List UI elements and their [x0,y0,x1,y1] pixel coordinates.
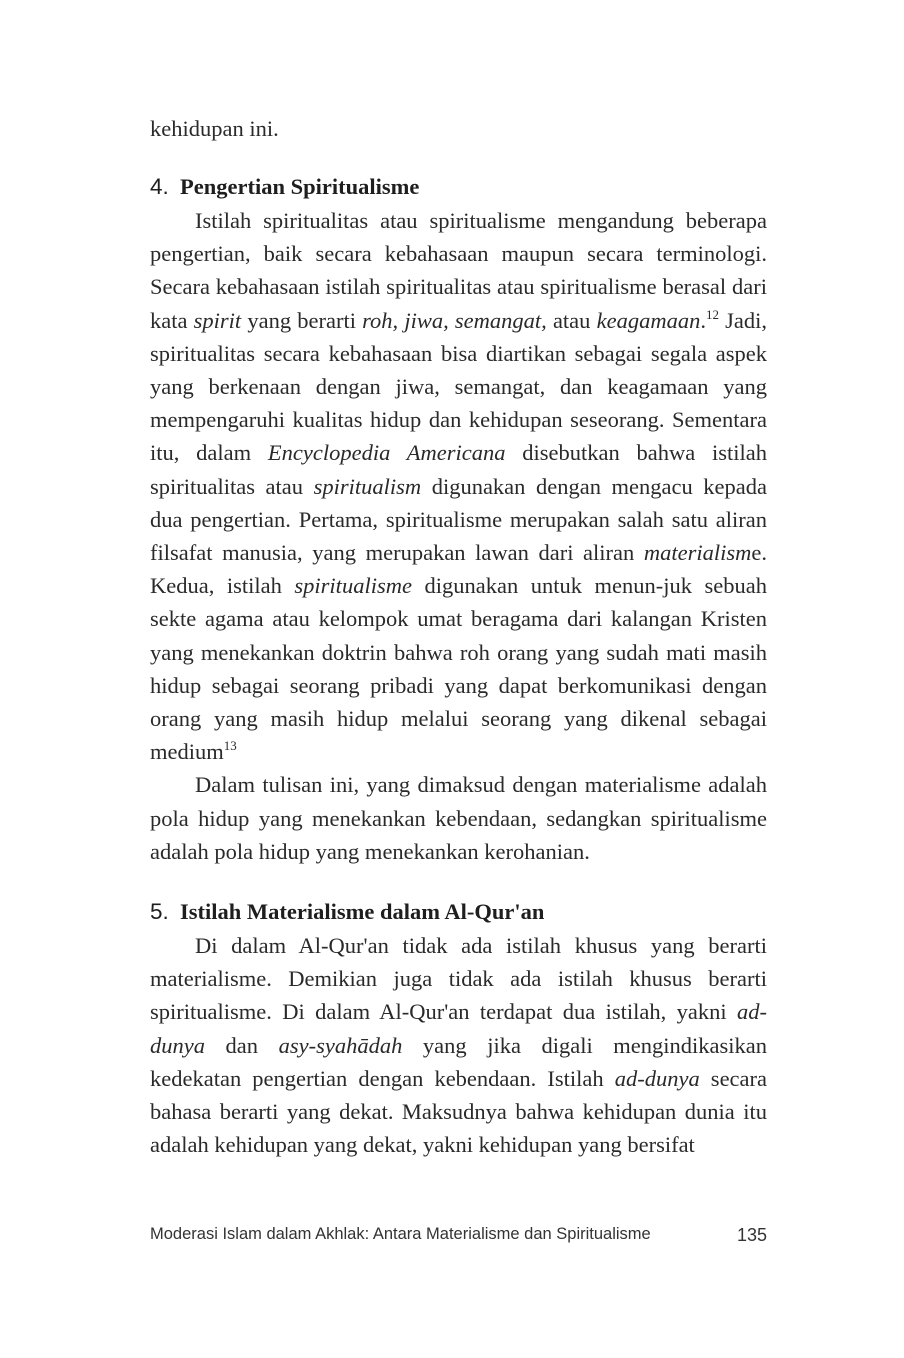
section-5-heading [150,895,767,928]
italic-term: ad-dunya [150,999,767,1058]
section-4-body [150,204,767,868]
section-5-title: Istilah Materialisme dalam Al-Qur'an [180,899,545,924]
text-run: yang berarti [241,307,363,333]
running-title: Moderasi Islam dalam Akhlak: Antara Materialisme dan Spiritualisme [150,1225,651,1243]
text-run: yang jika digali mengindikasikan kedekatan pengertian dengan kebendaan. Istilah [150,1032,767,1091]
footnote-ref-13: 13 [223,738,237,754]
section-4-paragraph-1 [150,204,767,768]
italic-term: roh, jiwa, semangat, [362,307,547,333]
section-4-paragraph-2: Dalam tulisan ini, yang dimaksud dengan materialisme adalah pola hidup yang menekankan kebendaan, sedangkan spiritualisme adalah pola hidup yang menekankan kerohanian. [150,772,767,864]
text-run: digunakan dengan mengacu kepada dua pengertian. Pertama, spiritualisme merupakan salah satu aliran filsafat manusia, yang merupakan lawan dari aliran [150,473,767,566]
section-5-paragraph-1 [150,929,767,1161]
page-number: 135 [736,1225,767,1245]
section-5-number: 5. [150,899,169,924]
italic-term: spiritualisme [294,573,412,599]
text-run: disebutkan bahwa istilah spiritualitas atau [150,440,768,499]
text-run: atau [546,307,597,333]
text-run: Istilah spiritualitas atau spiritualisme mengandung beberapa pengertian, baik secara kebahasaan maupun secara terminologi. Secara kebahasaan istilah spiritualitas atau spiritualisme berasal dari kata [150,208,767,333]
italic-term: materialism [643,540,752,566]
text-run: Jadi, spiritualitas secara kebahasaan bisa diartikan sebagai segala aspek yang berkenaan dengan jiwa, semangat, dan keagamaan yang mempengaruhi kualitas hidup dan kehidupan seseorang. Sementara itu, dalam [150,307,767,466]
text-run: secara bahasa berarti yang dekat. Maksudnya bahwa kehidupan dunia itu adalah kehidupan yang dekat, yakni kehidupan yang bersifat [150,1065,768,1158]
text-run: dan [205,1032,279,1058]
section-4-heading [150,170,767,203]
italic-term: Encyclopedia Americana [267,440,506,466]
text-run: e. Kedua, istilah [150,540,767,599]
italic-term: ad-dunya [614,1065,700,1091]
section-4-number: 4. [150,174,169,199]
section-5-body [150,929,767,1161]
footnote-ref-12: 12 [705,306,719,322]
intro-line: kehidupan ini. [150,116,279,141]
italic-term: spirit [193,307,242,333]
text-run: Di dalam Al-Qur'an tidak ada istilah khusus yang berarti materialisme. Demikian juga tidak ada istilah khusus berarti spiritualisme. Di dalam Al-Qur'an terdapat dua istilah, yakni [150,933,767,1025]
italic-term: keagamaan [596,307,701,333]
page-footer [150,1222,767,1246]
text-run: . [700,307,706,333]
intro-paragraph [150,112,767,145]
italic-term: spiritualism [313,473,422,499]
italic-term: asy-syahādah [278,1032,403,1058]
section-4-title: Pengertian Spiritualisme [180,174,420,199]
text-run: digunakan untuk menun-juk sebuah sekte agama atau kelompok umat beragama dari kalangan Kristen yang menekankan doktrin bahwa roh orang yang sudah mati masih hidup sebagai seorang pribadi yang dapat berkomunikasi dengan orang yang masih hidup melalui seorang yang dikenal sebagai medium [150,573,767,765]
